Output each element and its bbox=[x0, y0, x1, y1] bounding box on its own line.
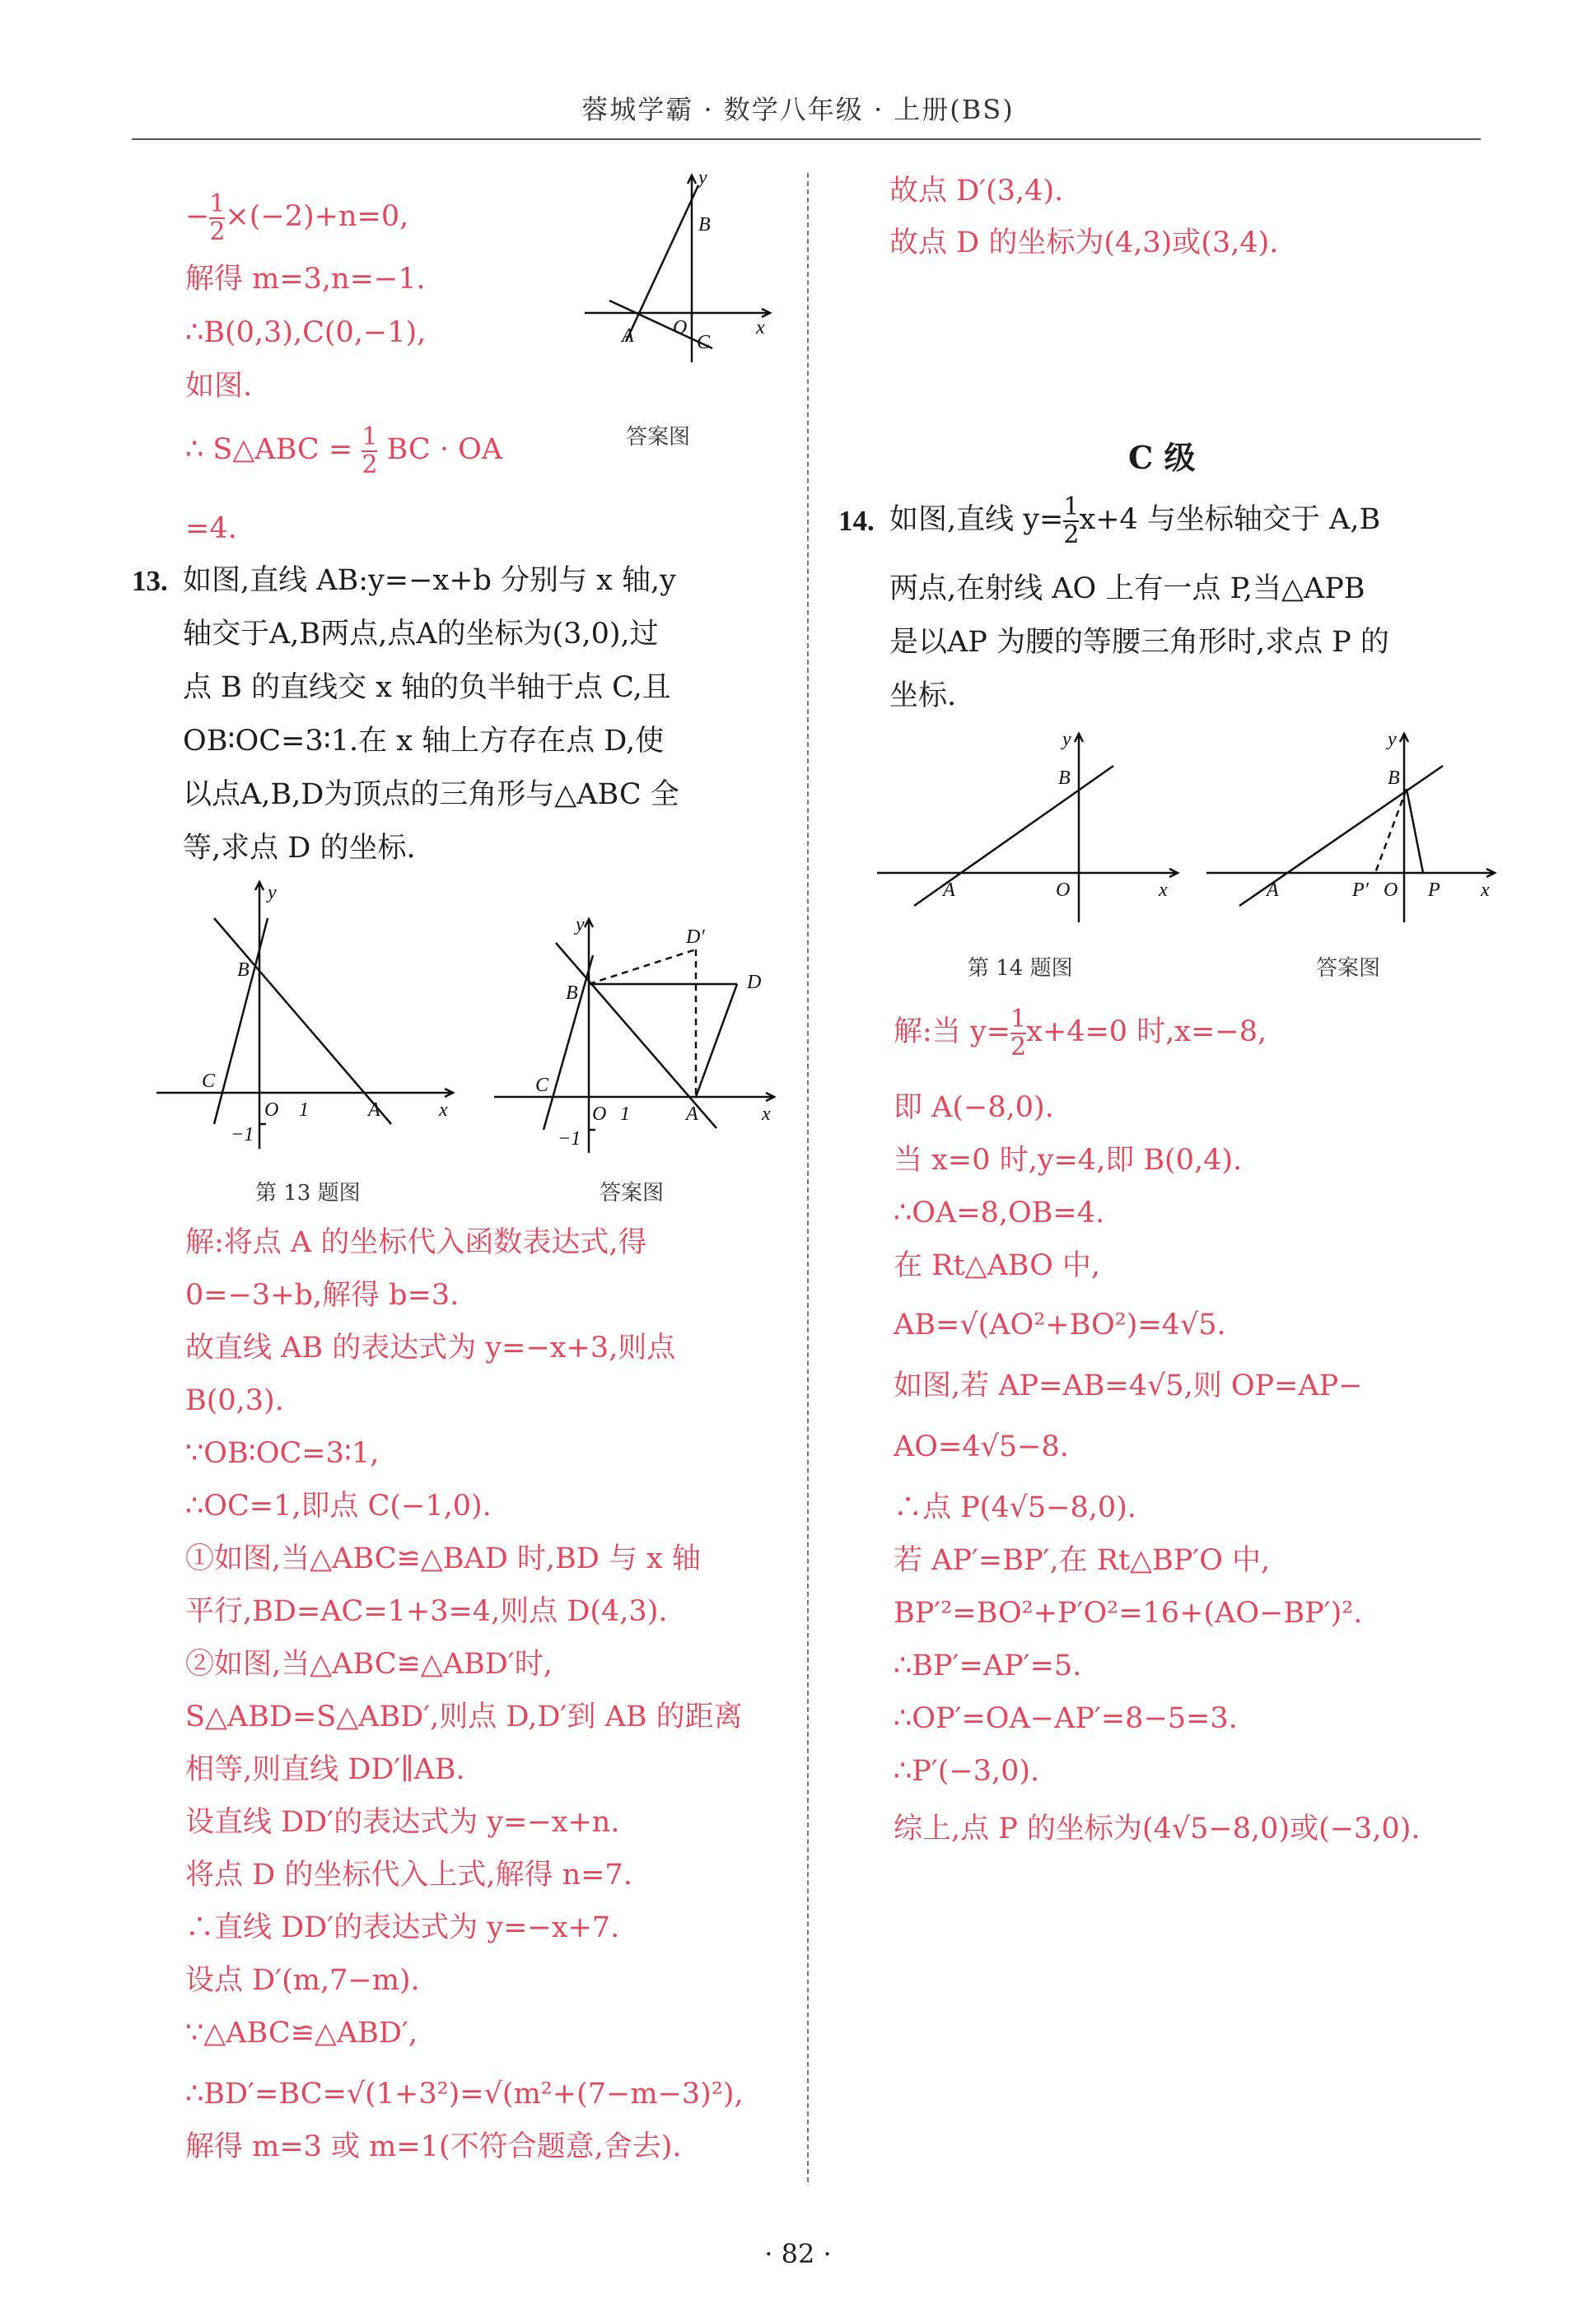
label-one: 1 bbox=[620, 1103, 630, 1125]
q13-sol-8: 平行,BD=AC=1+3=4,则点 D(4,3). bbox=[185, 1595, 668, 1628]
q14-sol-14: ∴P′(−3,0). bbox=[894, 1755, 1040, 1788]
label-a: A bbox=[686, 1103, 698, 1125]
q13-sol-3: 故直线 AB 的表达式为 y=−x+3,则点 bbox=[185, 1332, 676, 1365]
q14-sol-3: 当 x=0 时,y=4,即 B(0,4). bbox=[894, 1144, 1243, 1177]
label-y: y bbox=[576, 914, 585, 935]
q13-sol-15: 设点 D′(m,7−m). bbox=[185, 1964, 420, 1997]
q14-sol-11: BP′²=BO²+P′O²=16+(AO−BP′)². bbox=[894, 1597, 1363, 1630]
label-x: x bbox=[1159, 879, 1168, 901]
label-neg1: −1 bbox=[231, 1124, 254, 1145]
label-a: A bbox=[368, 1099, 380, 1121]
q14-sol-4: ∴OA=8,OB=4. bbox=[894, 1197, 1105, 1229]
label-x: x bbox=[756, 317, 765, 338]
left-answer-line-6: =4. bbox=[185, 512, 237, 545]
label-o: O bbox=[1384, 879, 1398, 901]
q14-sol-10: 若 AP′=BP′,在 Rt△BP′O 中, bbox=[894, 1544, 1271, 1577]
q13-sol-14: ∴直线 DD′的表达式为 y=−x+7. bbox=[185, 1911, 620, 1944]
q13-sol-18: 解得 m=3 或 m=1(不符合题意,舍去). bbox=[185, 2130, 682, 2163]
q13-line-6: 等,求点 D 的坐标. bbox=[183, 832, 416, 865]
q13-answer-figure-caption: 答案图 bbox=[600, 1181, 665, 1206]
q13-figure bbox=[152, 877, 465, 1149]
q14-figure bbox=[873, 729, 1186, 926]
label-a: A bbox=[1267, 879, 1279, 901]
q14-sol-12: ∴BP′=AP′=5. bbox=[894, 1649, 1082, 1682]
label-x: x bbox=[762, 1103, 771, 1125]
q13-sol-9: ②如图,当△ABC≌△ABD′时, bbox=[185, 1648, 553, 1681]
q13-figure-caption: 第 13 题图 bbox=[255, 1181, 361, 1206]
q13-sol-5: ∵OB∶OC=3∶1, bbox=[185, 1437, 380, 1470]
q13-sol-16: ∵△ABC≌△ABD′, bbox=[185, 2017, 418, 2050]
label-b: B bbox=[698, 214, 711, 236]
q13-sol-1: 解:将点 A 的坐标代入函数表达式,得 bbox=[185, 1226, 647, 1259]
q14-answer-figure bbox=[1202, 729, 1499, 926]
label-p: P bbox=[1428, 879, 1440, 901]
q14-line-2: 两点,在射线 AO 上有一点 P,当△APB bbox=[889, 572, 1365, 605]
left-answer-line-1: − $\frac{1}{2}$ ×(−2)+n=0, bbox=[185, 189, 409, 246]
q14-sol-8: AO=4√5−8. bbox=[894, 1430, 1069, 1463]
line-ab bbox=[556, 943, 716, 1128]
right-answer-line-1: 故点 D′(3,4). bbox=[889, 175, 1064, 208]
q13-number: 13. bbox=[132, 565, 168, 597]
label-o: O bbox=[673, 317, 688, 338]
q13-sol-11: 相等,则直线 DD′∥AB. bbox=[185, 1753, 465, 1786]
left-answer-line-2: 解得 m=3,n=−1. bbox=[185, 263, 426, 296]
segment-bdprime bbox=[589, 949, 696, 984]
q13-line-3: 点 B 的直线交 x 轴的负半轴于点 C,且 bbox=[183, 671, 671, 704]
label-c: C bbox=[202, 1071, 216, 1092]
segment-bp bbox=[1407, 789, 1423, 873]
label-dprime: D′ bbox=[686, 926, 705, 948]
label-b: B bbox=[237, 959, 250, 981]
label-x: x bbox=[439, 1099, 448, 1121]
q14-sol-7: 如图,若 AP=AB=4√5,则 OP=AP− bbox=[894, 1369, 1363, 1402]
q13-sol-7: ①如图,当△ABC≌△BAD 时,BD 与 x 轴 bbox=[185, 1542, 701, 1575]
label-o: O bbox=[592, 1103, 607, 1125]
left-answer-line-3: ∴B(0,3),C(0,−1), bbox=[185, 316, 427, 349]
header-rule bbox=[132, 138, 1481, 140]
label-b: B bbox=[1058, 767, 1071, 789]
q14-sol-2: 即 A(−8,0). bbox=[894, 1091, 1054, 1124]
q14-sol-1: 解:当 y= $\frac{1}{2}$ x+4=0 时,x=−8, bbox=[894, 1005, 1267, 1061]
page-header: 蓉城学霸 · 数学八年级 · 上册(BS) bbox=[581, 94, 1015, 125]
q14-number: 14. bbox=[838, 505, 875, 537]
label-o: O bbox=[1056, 879, 1071, 901]
q13-line-2: 轴交于A,B两点,点A的坐标为(3,0),过 bbox=[183, 618, 659, 651]
q14-line-3: 是以AP 为腰的等腰三角形时,求点 P 的 bbox=[889, 626, 1389, 659]
answer-figure-12-caption: 答案图 bbox=[626, 425, 691, 450]
q14-sol-13: ∴OP′=OA−AP′=8−5=3. bbox=[894, 1702, 1238, 1735]
label-b: B bbox=[566, 982, 578, 1004]
q13-sol-4: B(0,3). bbox=[185, 1384, 284, 1417]
label-y: y bbox=[698, 167, 707, 189]
q13-answer-figure bbox=[490, 914, 786, 1153]
q13-line-5: 以点A,B,D为顶点的三角形与△ABC 全 bbox=[183, 778, 679, 811]
q14-sol-9: ∴点 P(4√5−8,0). bbox=[894, 1491, 1136, 1524]
q13-sol-6: ∴OC=1,即点 C(−1,0). bbox=[185, 1490, 492, 1523]
label-o: O bbox=[264, 1099, 279, 1121]
label-c: C bbox=[535, 1075, 549, 1096]
label-a: A bbox=[943, 879, 955, 901]
left-answer-line-4: 如图. bbox=[185, 370, 253, 403]
right-answer-line-2: 故点 D 的坐标为(4,3)或(3,4). bbox=[889, 226, 1279, 259]
q14-figure-caption: 第 14 题图 bbox=[968, 956, 1073, 981]
left-answer-line-5: ∴ S△ABC = $\frac{1}{2}$ BC · OA bbox=[185, 422, 503, 479]
q14-sol-15: 综上,点 P 的坐标为(4√5−8,0)或(−3,0). bbox=[894, 1812, 1421, 1845]
label-c: C bbox=[697, 332, 711, 353]
line-ab bbox=[626, 185, 698, 342]
q14-sol-5: 在 Rt△ABO 中, bbox=[894, 1249, 1101, 1282]
q14-answer-figure-caption: 答案图 bbox=[1316, 956, 1381, 981]
label-pprime: P′ bbox=[1352, 879, 1369, 901]
label-b: B bbox=[1388, 767, 1400, 789]
label-one: 1 bbox=[299, 1099, 309, 1121]
label-neg1: −1 bbox=[558, 1128, 581, 1150]
page-number: · 82 · bbox=[764, 2238, 832, 2270]
q13-sol-17: ∴BD′=BC=√(1+3²)=√(m²+(7−m−3)²), bbox=[185, 2078, 744, 2111]
q13-sol-2: 0=−3+b,解得 b=3. bbox=[185, 1279, 460, 1312]
q14-sol-6: AB=√(AO²+BO²)=4√5. bbox=[894, 1309, 1226, 1341]
q14-line-4: 坐标. bbox=[889, 679, 957, 712]
segment-da bbox=[696, 984, 737, 1097]
label-y: y bbox=[1388, 729, 1397, 750]
q13-sol-10: S△ABD=S△ABD′,则点 D,D′到 AB 的距离 bbox=[185, 1701, 743, 1733]
line-bc bbox=[544, 955, 593, 1130]
label-d: D bbox=[747, 972, 762, 993]
label-y: y bbox=[268, 882, 277, 903]
q13-line-1: 如图,直线 AB:y=−x+b 分别与 x 轴,y bbox=[183, 564, 676, 597]
column-divider bbox=[807, 173, 809, 2182]
label-y: y bbox=[1062, 729, 1071, 750]
level-heading: C 级 bbox=[1128, 439, 1196, 476]
q13-sol-13: 将点 D 的坐标代入上式,解得 n=7. bbox=[185, 1859, 632, 1892]
label-a: A bbox=[622, 325, 634, 347]
q14-line-1: 如图,直线 y= $\frac{1}{2}$ x+4 与坐标轴交于 A,B bbox=[889, 492, 1381, 549]
label-x: x bbox=[1481, 879, 1490, 901]
answer-figure-12 bbox=[576, 169, 782, 366]
q13-sol-12: 设直线 DD′的表达式为 y=−x+n. bbox=[185, 1806, 620, 1839]
q13-line-4: OB∶OC=3∶1.在 x 轴上方存在点 D,使 bbox=[183, 725, 665, 758]
